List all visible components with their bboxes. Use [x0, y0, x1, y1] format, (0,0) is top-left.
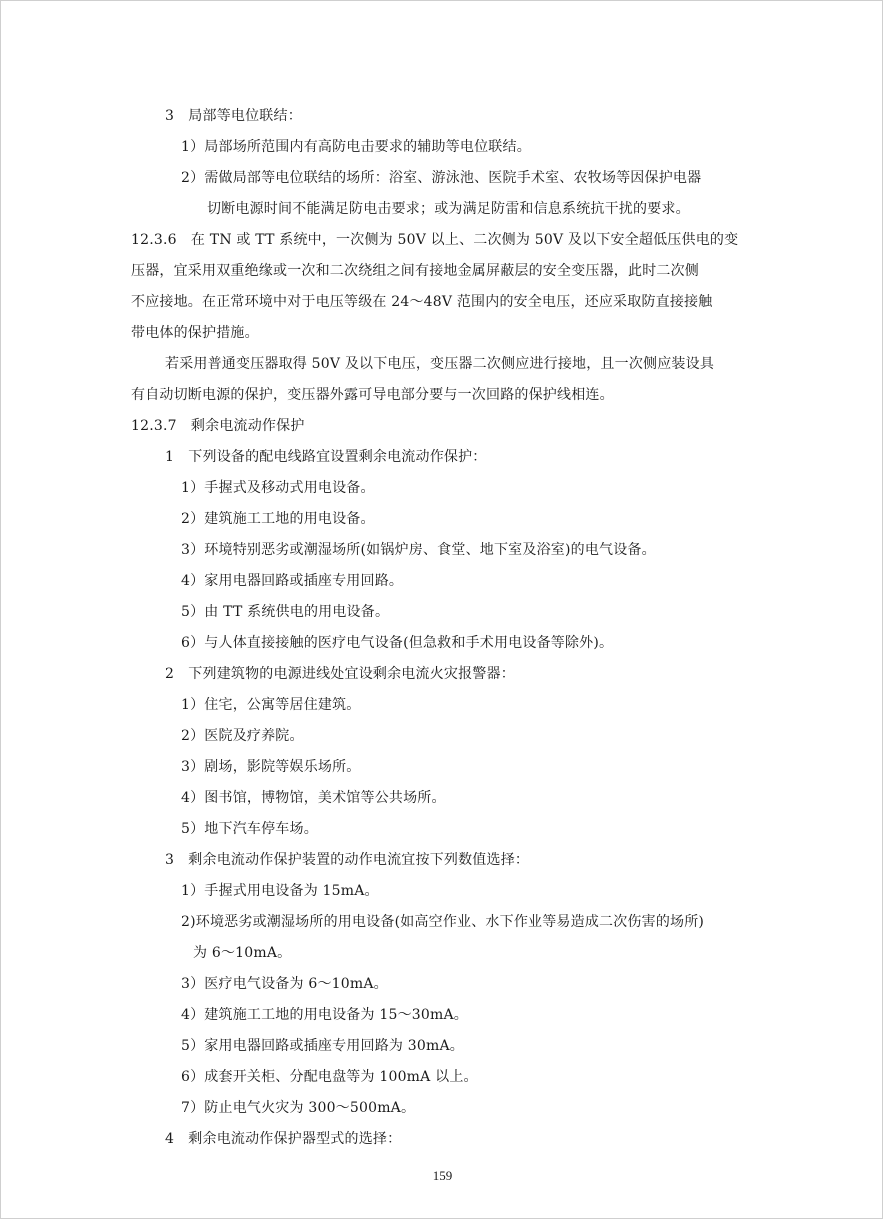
- list-item: 4）图书馆，博物馆，美术馆等公共场所。: [181, 790, 446, 806]
- section-heading: 1 下列设备的配电线路宜设置剩余电流动作保护：: [165, 449, 487, 465]
- paragraph-line: 不应接地。在正常环境中对于电压等级在 24～48V 范围内的安全电压，还应采取防直接接触: [131, 294, 713, 310]
- paragraph-line: 压器，宜采用双重绝缘或一次和二次绕组之间有接地金属屏蔽层的安全变压器，此时二次侧: [131, 263, 699, 279]
- list-item: 3）剧场，影院等娱乐场所。: [181, 759, 361, 775]
- list-item: 2）医院及疗养院。: [181, 728, 304, 744]
- document-body: [131, 101, 761, 1155]
- list-item: 2）需做局部等电位联结的场所：浴室、游泳池、医院手术室、农牧场等因保护电器: [181, 170, 702, 186]
- list-item: 1）手握式及移动式用电设备。: [181, 480, 375, 496]
- paragraph-line: 有自动切断电源的保护，变压器外露可导电部分要与一次回路的保护线相连。: [131, 387, 614, 403]
- list-item: 7）防止电气火灾为 300～500mA。: [181, 1100, 416, 1116]
- paragraph-line: 若采用普通变压器取得 50V 及以下电压，变压器二次侧应进行接地，且一次侧应装设具: [165, 356, 715, 372]
- list-item: 1）局部场所范围内有高防电击要求的辅助等电位联结。: [181, 139, 531, 155]
- clause-heading: 12.3.7 剩余电流动作保护: [131, 418, 305, 434]
- list-item: 1）手握式用电设备为 15mA。: [181, 883, 379, 899]
- section-heading: 3 局部等电位联结：: [165, 108, 302, 124]
- clause-paragraph: 12.3.6 在 TN 或 TT 系统中，一次侧为 50V 以上、二次侧为 50V 及以下安全超低压供电的变: [131, 232, 739, 248]
- list-item: 2）建筑施工工地的用电设备。: [181, 511, 375, 527]
- list-item: 3）环境特别恶劣或潮湿场所(如锅炉房、食堂、地下室及浴室)的电气设备。: [181, 542, 656, 558]
- list-item: 2)环境恶劣或潮湿场所的用电设备(如高空作业、水下作业等易造成二次伤害的场所): [181, 914, 705, 930]
- section-heading: 4 剩余电流动作保护器型式的选择：: [165, 1131, 402, 1147]
- list-item: 5）由 TT 系统供电的用电设备。: [181, 604, 390, 620]
- list-item: 1）住宅，公寓等居住建筑。: [181, 697, 361, 713]
- section-heading: 2 下列建筑物的电源进线处宜设剩余电流火灾报警器：: [165, 666, 515, 682]
- list-item: 5）地下汽车停车场。: [181, 821, 318, 837]
- section-heading: 3 剩余电流动作保护装置的动作电流宜按下列数值选择：: [165, 852, 530, 868]
- list-item: 4）建筑施工工地的用电设备为 15～30mA。: [181, 1007, 468, 1023]
- list-item: 5）家用电器回路或插座专用回路为 30mA。: [181, 1038, 464, 1054]
- paragraph-line: 带电体的保护措施。: [131, 325, 259, 341]
- list-item: 4）家用电器回路或插座专用回路。: [181, 573, 404, 589]
- list-item-continuation: 切断电源时间不能满足防电击要求；或为满足防雷和信息系统抗干扰的要求。: [207, 201, 690, 217]
- list-item-continuation: 为 6～10mA。: [193, 945, 292, 961]
- list-item: 6）与人体直接接触的医疗电气设备(但急救和手术用电设备等除外)。: [181, 635, 614, 651]
- list-item: 3）医疗电气设备为 6～10mA。: [181, 976, 388, 992]
- page-number: 159: [432, 1168, 453, 1183]
- list-item: 6）成套开关柜、分配电盘等为 100mA 以上。: [181, 1069, 478, 1085]
